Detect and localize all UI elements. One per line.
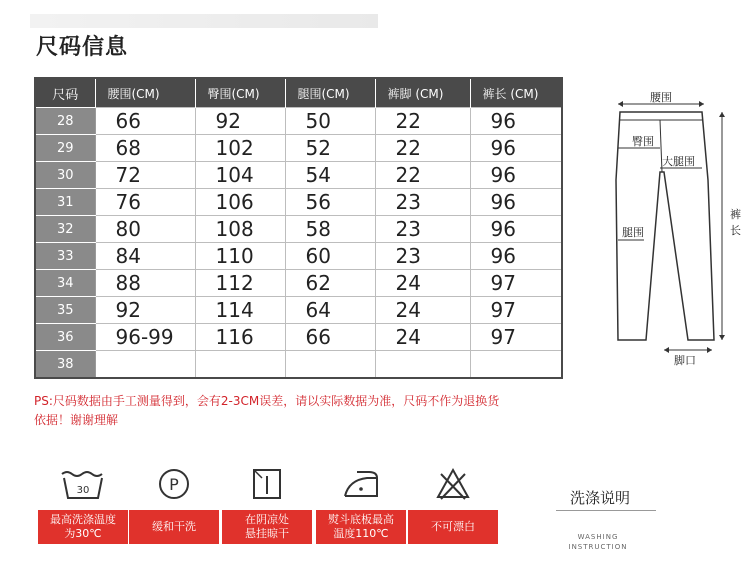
measure-cell bbox=[95, 351, 195, 379]
table-row bbox=[35, 351, 562, 379]
wash-instruction-title: 洗涤说明 bbox=[570, 489, 631, 507]
size-cell: 31 bbox=[35, 189, 95, 216]
measure-cell: 96 bbox=[470, 135, 562, 162]
table-row bbox=[35, 108, 562, 135]
col-header-length: 裤长 (CM) bbox=[470, 78, 562, 108]
table-row bbox=[35, 189, 562, 216]
care-item-dry-clean bbox=[129, 458, 219, 544]
measure-cell: 102 bbox=[195, 135, 285, 162]
label-length-1: 裤 bbox=[730, 208, 741, 221]
table-row bbox=[35, 162, 562, 189]
table-header-row bbox=[35, 78, 562, 108]
table-row bbox=[35, 243, 562, 270]
size-cell: 38 bbox=[35, 351, 95, 379]
measure-cell: 110 bbox=[195, 243, 285, 270]
table-row bbox=[35, 324, 562, 351]
size-cell: 36 bbox=[35, 324, 95, 351]
measure-cell bbox=[285, 351, 375, 379]
care-item-no-bleach bbox=[408, 458, 498, 544]
measure-cell: 22 bbox=[375, 135, 470, 162]
measure-cell: 56 bbox=[285, 189, 375, 216]
measure-cell: 23 bbox=[375, 243, 470, 270]
size-table bbox=[34, 77, 563, 379]
pants-diagram bbox=[602, 90, 742, 370]
measure-cell: 23 bbox=[375, 189, 470, 216]
table-row bbox=[35, 216, 562, 243]
care-item-iron bbox=[316, 458, 406, 544]
care-item-wash bbox=[38, 458, 128, 544]
measure-cell: 104 bbox=[195, 162, 285, 189]
no-bleach-icon bbox=[408, 458, 498, 510]
col-header-hem: 裤脚 (CM) bbox=[375, 78, 470, 108]
measure-cell: 22 bbox=[375, 108, 470, 135]
measure-cell: 66 bbox=[285, 324, 375, 351]
measure-cell: 66 bbox=[95, 108, 195, 135]
measure-cell: 24 bbox=[375, 297, 470, 324]
measure-cell: 96-99 bbox=[95, 324, 195, 351]
size-cell: 30 bbox=[35, 162, 95, 189]
care-label-iron: 熨斗底板最高 温度110℃ bbox=[316, 510, 406, 544]
svg-text:30: 30 bbox=[76, 485, 90, 496]
measure-cell bbox=[470, 351, 562, 379]
care-label-no-bleach: 不可漂白 bbox=[408, 510, 498, 544]
page-title: 尺码信息 bbox=[36, 35, 129, 60]
measure-cell: 23 bbox=[375, 216, 470, 243]
size-cell: 35 bbox=[35, 297, 95, 324]
measure-cell: 108 bbox=[195, 216, 285, 243]
measure-cell: 92 bbox=[195, 108, 285, 135]
measure-cell: 54 bbox=[285, 162, 375, 189]
measure-cell: 92 bbox=[95, 297, 195, 324]
svg-text:P: P bbox=[169, 475, 179, 494]
measure-cell: 116 bbox=[195, 324, 285, 351]
measure-cell: 24 bbox=[375, 324, 470, 351]
wash-30-icon bbox=[38, 458, 128, 510]
measurement-note: PS:尺码数据由手工测量得到，会有2-3CM误差，请以实际数据为准，尺码不作为退换货依据！谢谢理解 bbox=[34, 394, 500, 427]
measure-cell: 114 bbox=[195, 297, 285, 324]
care-item-shade-dry bbox=[222, 458, 312, 544]
size-cell: 28 bbox=[35, 108, 95, 135]
care-label-shade-dry: 在阴凉处 悬挂晾干 bbox=[222, 510, 312, 544]
measure-cell: 106 bbox=[195, 189, 285, 216]
dry-clean-icon bbox=[129, 458, 219, 510]
measure-cell: 60 bbox=[285, 243, 375, 270]
table-row bbox=[35, 270, 562, 297]
measure-cell bbox=[375, 351, 470, 379]
label-waist: 腰围 bbox=[650, 91, 672, 104]
iron-icon bbox=[316, 458, 406, 510]
size-cell: 34 bbox=[35, 270, 95, 297]
measure-cell: 68 bbox=[95, 135, 195, 162]
top-decor-bar bbox=[30, 14, 378, 28]
shade-dry-icon bbox=[222, 458, 312, 510]
measure-cell: 88 bbox=[95, 270, 195, 297]
measure-cell: 80 bbox=[95, 216, 195, 243]
wash-divider bbox=[556, 510, 656, 511]
measure-cell: 96 bbox=[470, 189, 562, 216]
care-label-dry-clean: 缓和干洗 bbox=[129, 510, 219, 544]
measure-cell: 96 bbox=[470, 243, 562, 270]
table-row bbox=[35, 297, 562, 324]
label-hem: 脚口 bbox=[674, 354, 696, 367]
measure-cell: 52 bbox=[285, 135, 375, 162]
col-header-waist: 腰围(CM) bbox=[95, 78, 195, 108]
label-leg: 腿围 bbox=[622, 226, 644, 239]
measure-cell: 62 bbox=[285, 270, 375, 297]
col-header-hip: 臀围(CM) bbox=[195, 78, 285, 108]
label-thigh: 大腿围 bbox=[662, 155, 695, 168]
measure-cell: 24 bbox=[375, 270, 470, 297]
col-header-thigh: 腿围(CM) bbox=[285, 78, 375, 108]
measure-cell: 76 bbox=[95, 189, 195, 216]
measure-cell bbox=[195, 351, 285, 379]
size-cell: 33 bbox=[35, 243, 95, 270]
measure-cell: 22 bbox=[375, 162, 470, 189]
measure-cell: 97 bbox=[470, 324, 562, 351]
measure-cell: 96 bbox=[470, 108, 562, 135]
measure-cell: 50 bbox=[285, 108, 375, 135]
wash-instruction-en: WASHING INSTRUCTION bbox=[568, 533, 628, 551]
table-row bbox=[35, 135, 562, 162]
label-length-2: 长 bbox=[730, 224, 741, 237]
label-hip: 臀围 bbox=[632, 135, 654, 148]
measure-cell: 58 bbox=[285, 216, 375, 243]
measure-cell: 72 bbox=[95, 162, 195, 189]
measure-cell: 97 bbox=[470, 270, 562, 297]
measure-cell: 64 bbox=[285, 297, 375, 324]
measure-cell: 112 bbox=[195, 270, 285, 297]
measure-cell: 96 bbox=[470, 162, 562, 189]
col-header-size: 尺码 bbox=[35, 78, 95, 108]
measure-cell: 96 bbox=[470, 216, 562, 243]
measure-cell: 84 bbox=[95, 243, 195, 270]
care-label-wash: 最高洗涤温度 为30℃ bbox=[38, 510, 128, 544]
size-cell: 29 bbox=[35, 135, 95, 162]
size-cell: 32 bbox=[35, 216, 95, 243]
measure-cell: 97 bbox=[470, 297, 562, 324]
